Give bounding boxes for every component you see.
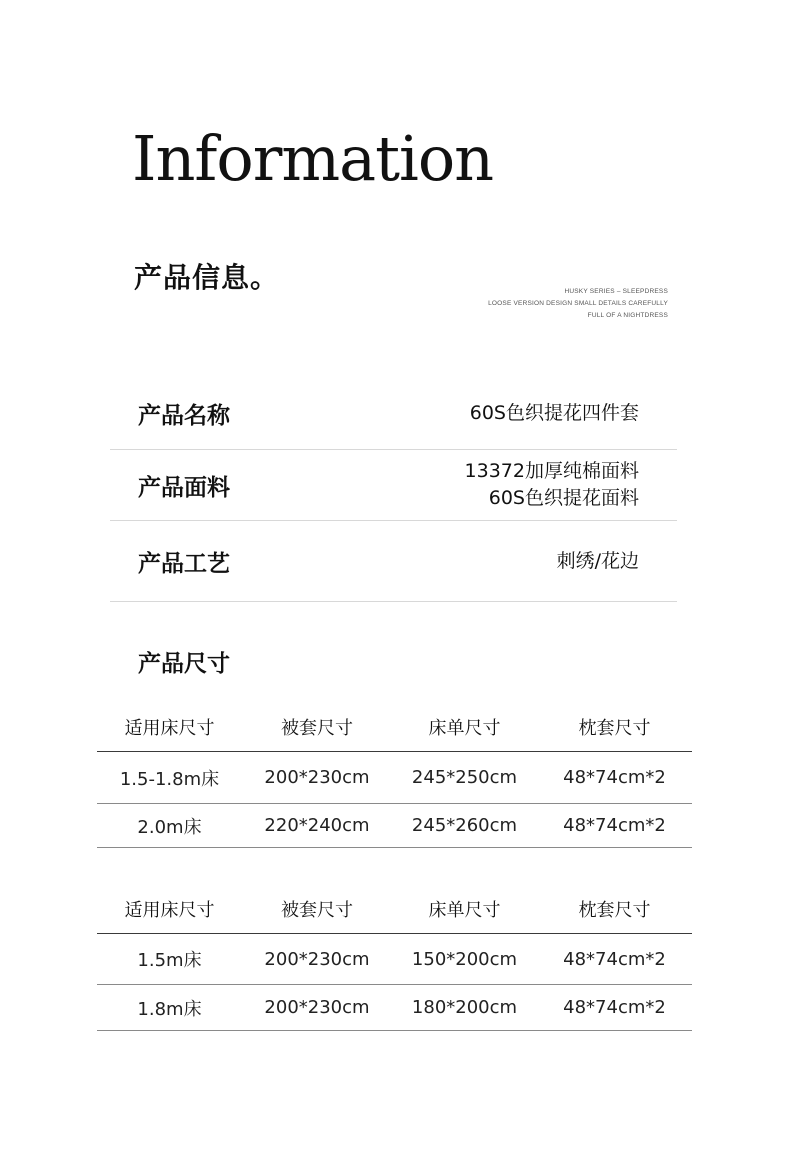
info-row-name: [110, 378, 677, 450]
info-label: 产品工艺: [138, 550, 230, 577]
info-value-line: 13372加厚纯棉面料: [464, 460, 639, 482]
table-cell: 245*260cm: [411, 815, 518, 836]
table-cell: 48*74cm*2: [563, 948, 666, 970]
table-row: [97, 752, 692, 804]
column-header: 床单尺寸: [428, 899, 501, 921]
table-cell: 180*200cm: [411, 997, 518, 1018]
info-value-line: 60S色织提花面料: [488, 487, 639, 509]
table-cell: 200*230cm: [264, 767, 370, 788]
column-header: 适用床尺寸: [124, 899, 215, 921]
table-cell: 1.8m床: [137, 998, 202, 1020]
table-cell: 1.5m床: [137, 950, 202, 971]
column-header: 枕套尺寸: [578, 899, 651, 921]
table-cell: 220*240cm: [264, 815, 370, 836]
info-label: 产品名称: [138, 403, 230, 429]
size-table-header: [97, 884, 692, 934]
table-cell: 1.5-1.8m床: [119, 768, 220, 790]
tagline-line: LOOSE VERSION DESIGN SMALL DETAILS CAREFULLY: [488, 300, 668, 307]
info-value: [557, 548, 639, 575]
table-cell: 2.0m床: [137, 816, 202, 838]
product-info-table: [110, 378, 677, 602]
tagline: [488, 286, 668, 322]
info-value-line: 刺绣/花边: [556, 549, 639, 572]
column-header: 床单尺寸: [428, 717, 501, 739]
size-table: [97, 702, 692, 848]
table-cell: 200*230cm: [264, 997, 370, 1018]
column-header: 被套尺寸: [281, 899, 353, 921]
column-header: 被套尺寸: [281, 717, 353, 739]
table-row: [97, 985, 692, 1031]
tagline-line: FULL OF A NIGHTDRESS: [587, 312, 668, 319]
size-section-heading: 产品尺寸: [138, 651, 230, 677]
table-row: [97, 804, 692, 848]
size-table: [97, 884, 692, 1031]
info-value: [465, 458, 639, 512]
info-label: 产品面料: [138, 474, 230, 501]
column-header: 适用床尺寸: [124, 717, 215, 739]
size-table-header: [97, 702, 692, 752]
table-row: [97, 934, 692, 985]
column-header: 枕套尺寸: [578, 717, 651, 739]
page-title: Information: [132, 122, 494, 195]
info-value-line: 60S色织提花四件套: [469, 402, 639, 424]
info-row-fabric: [110, 450, 677, 521]
table-cell: 245*250cm: [411, 767, 518, 788]
table-cell: 150*200cm: [411, 948, 518, 970]
page-subtitle: 产品信息。: [134, 261, 280, 294]
info-row-craft: [110, 521, 677, 602]
tagline-line: HUSKY SERIES – SLEEPDRESS: [564, 288, 668, 295]
table-cell: 48*74cm*2: [563, 767, 666, 788]
table-cell: 48*74cm*2: [563, 997, 666, 1018]
table-cell: 48*74cm*2: [563, 815, 666, 836]
table-cell: 200*230cm: [264, 948, 370, 970]
info-value: [470, 400, 639, 427]
